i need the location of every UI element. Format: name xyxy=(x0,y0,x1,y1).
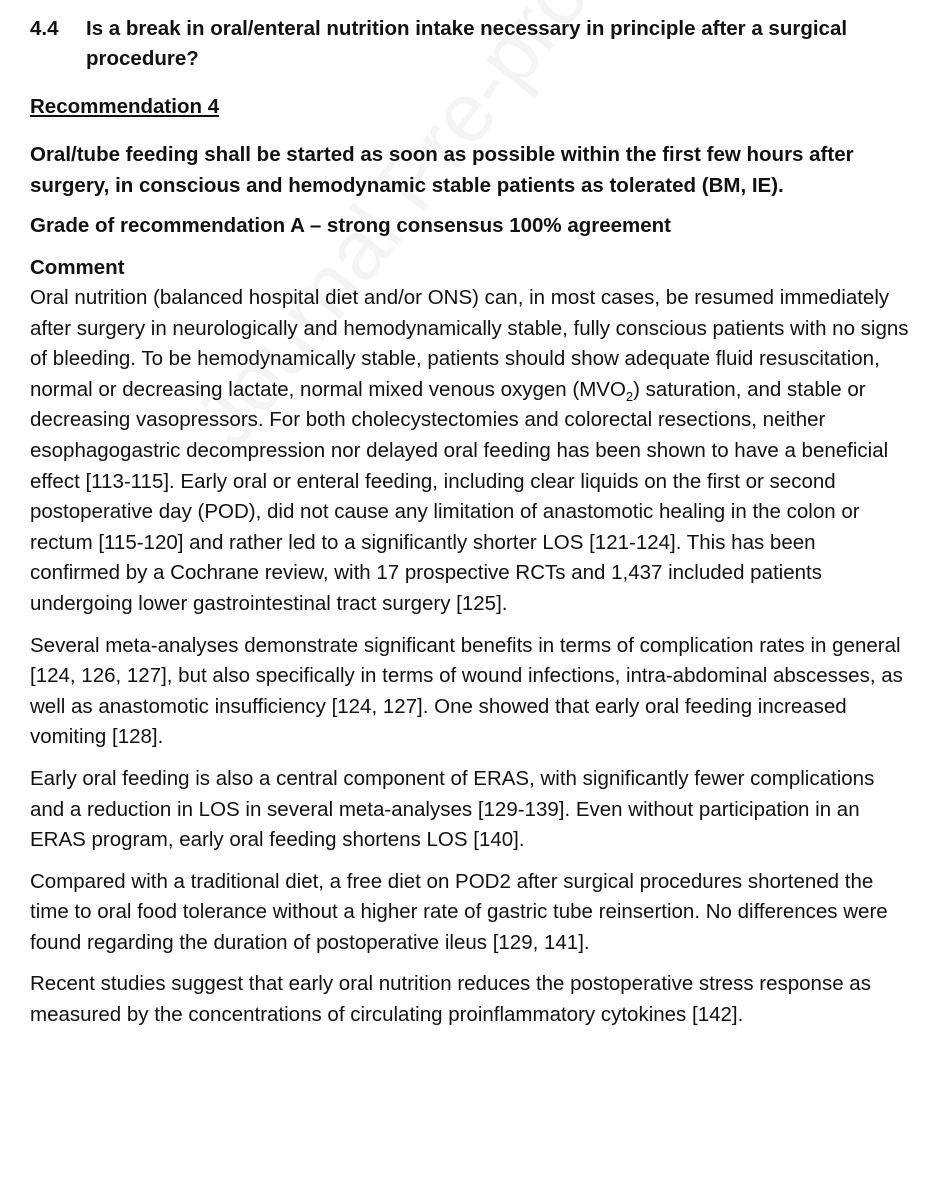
recommendation-grade: Grade of recommendation A – strong consensus 100% agreement xyxy=(30,214,671,237)
comment-p1-subscript: 2 xyxy=(625,388,634,404)
comment-p1-after: ) saturation, and stable or decreasing vasopressors. For both cholecystectomies and colorectal resections, neither esophagogastric decompression nor delayed oral feeding has been shown to have a beneficial effect [113-115]. Early oral or enteral feeding, including clear liquids on the first or second postoperative day (POD), did not cause any limitation of anastomotic healing in the colon or rectum [115-120] and rather led to a significantly shorter LOS [121-124]. This has been confirmed by a Cochrane review, with 17 prospective RCTs and 1,437 included patients undergoing lower gastrointestinal tract surgery [125]. xyxy=(30,377,889,615)
comment-paragraph-1 xyxy=(30,283,910,620)
recommendation-title: Recommendation 4 xyxy=(30,95,220,118)
section-heading xyxy=(30,14,910,74)
comment-paragraph-5: Recent studies suggest that early oral nutrition reduces the postoperative stress response as measured by the concentrations of circulating proinflammatory cytokines [142]. xyxy=(30,972,871,1027)
section-number: 4.4 xyxy=(30,17,59,40)
recommendation-text: Oral/tube feeding shall be started as soon as possible within the first few hours after surgery, in conscious and hemodynamic stable patients as tolerated (BM, IE). xyxy=(30,143,854,197)
document-page xyxy=(30,14,910,1042)
comment-paragraph-3: Early oral feeding is also a central component of ERAS, with significantly fewer complications and a reduction in LOS in several meta-analyses [129-139]. Even without participation in an ERAS program, early oral feeding shortens LOS [140]. xyxy=(30,766,875,852)
comment-paragraph-2: Several meta-analyses demonstrate significant benefits in terms of complication rates in general [124, 126, 127], but also specifically in terms of wound infections, intra-abdominal abscesses, as well as anastomotic insufficiency [124, 127]. One showed that early oral feeding increased vomiting [128]. xyxy=(30,633,903,749)
comment-title: Comment xyxy=(30,256,125,279)
section-title: Is a break in oral/enteral nutrition intake necessary in principle after a surgical procedure? xyxy=(86,17,848,70)
comment-paragraph-4: Compared with a traditional diet, a free diet on POD2 after surgical procedures shortened the time to oral food tolerance without a higher rate of gastric tube reinsertion. No differences were found regarding the duration of postoperative ileus [129, 141]. xyxy=(30,869,888,954)
comment-p1-before: Oral nutrition (balanced hospital diet and/or ONS) can, in most cases, be resumed immediately after surgery in neurologically and hemodynamically stable, fully conscious patients with no signs of bleeding. To be hemodynamically stable, patients should show adequate fluid resuscitation, normal or decreasing lactate, normal mixed venous oxygen (MVO xyxy=(30,286,909,401)
